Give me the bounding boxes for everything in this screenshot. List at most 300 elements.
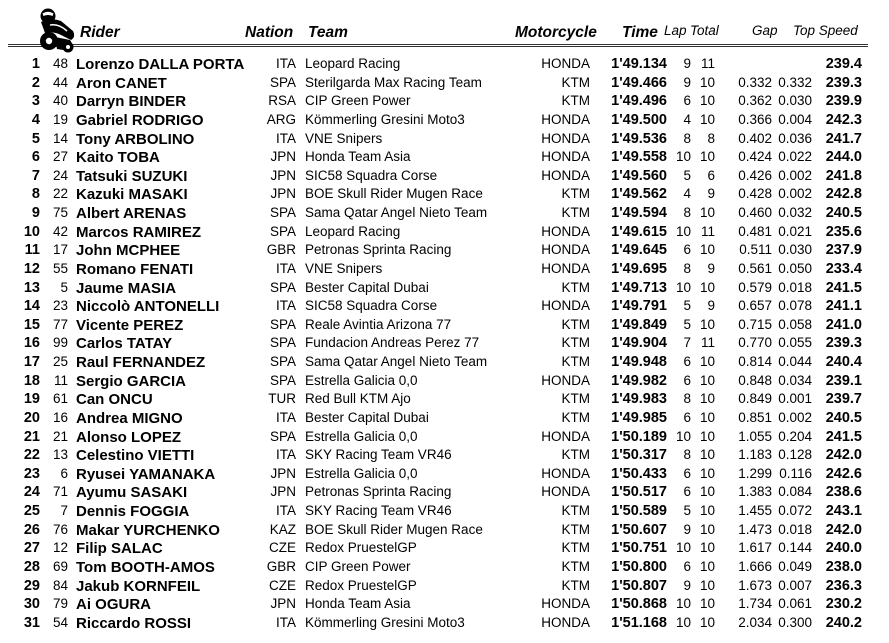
position-number: 22 [23,447,40,464]
rider-name: Lorenzo DALLA PORTA [76,56,245,73]
nation-code: ARG [266,111,296,127]
best-lap-number: 6 [683,465,691,481]
total-laps: 10 [699,74,715,90]
best-time: 1'49.948 [611,354,667,371]
best-lap-number: 9 [683,521,691,537]
best-lap-number: 9 [683,577,691,593]
team-name: CIP Green Power [305,93,411,109]
gap-to-first: 0.366 [738,111,772,127]
total-laps: 9 [707,298,715,314]
rider-number: 44 [52,74,68,90]
rider-name: Jakub KORNFEIL [76,577,201,595]
rider-name: Ai OGURA [76,596,151,614]
nation-code: ITA [276,56,296,71]
position-number: 6 [31,149,40,166]
nation-code: CZE [269,540,296,556]
nation-code: KAZ [269,521,296,537]
table-row [0,428,889,447]
top-speed: 239.4 [825,56,862,72]
best-lap-number: 4 [683,186,691,202]
table-row [0,316,889,335]
rider-name: Kazuki MASAKI [76,186,188,204]
rider-name: Ayumu SASAKI [76,484,188,502]
gap-to-previous: 0.055 [778,335,812,351]
motorcycle-make: HONDA [541,56,590,71]
motorcycle-make: KTM [561,335,590,351]
rider-number: 24 [52,167,68,183]
rider-number: 42 [52,223,68,239]
total-laps: 10 [699,447,715,463]
team-name: Leopard Racing [305,56,401,71]
total-laps: 8 [707,130,715,146]
rider-number: 11 [53,372,68,388]
top-speed: 243.1 [825,503,862,520]
top-speed: 241.5 [825,428,862,445]
team-name: VNE Snipers [305,260,383,276]
total-laps: 10 [699,149,715,165]
best-lap-number: 8 [683,447,691,463]
motorcycle-make: KTM [561,521,590,537]
team-name: SKY Racing Team VR46 [305,447,452,463]
nation-code: JPN [270,149,296,165]
motorcycle-make: HONDA [541,260,590,276]
column-header-rider: Rider [80,24,120,41]
rider-number: 17 [52,242,68,258]
top-speed: 241.5 [825,279,862,296]
total-laps: 9 [707,260,715,276]
rider-name: Albert ARENAS [76,205,187,223]
gap-to-first: 0.814 [738,354,772,370]
top-speed: 233.4 [825,260,862,277]
nation-code: SPA [269,354,296,370]
rider-name: Ryusei YAMANAKA [76,465,216,483]
column-header-top-speed: Top Speed [793,23,858,38]
motorcycle-make: KTM [561,74,590,90]
gap-to-previous: 0.072 [778,503,812,519]
total-laps: 11 [700,223,715,239]
total-laps: 10 [699,484,715,500]
rider-name: Tom BOOTH-AMOS [76,559,215,576]
gap-to-previous: 0.030 [778,242,812,258]
gap-to-previous: 0.018 [778,279,812,295]
best-time: 1'49.904 [611,335,667,352]
motorcycle-make: KTM [561,205,590,221]
position-number: 14 [23,298,40,315]
rider-number: 19 [52,111,68,127]
position-number: 3 [31,93,40,110]
gap-to-previous: 0.002 [778,186,812,202]
total-laps: 10 [699,614,715,630]
team-name: VNE Snipers [305,130,383,146]
position-number: 10 [23,223,40,240]
team-name: Sterilgarda Max Racing Team [305,74,482,90]
best-lap-number: 6 [683,93,691,109]
team-name: SIC58 Squadra Corse [305,298,438,314]
table-row [0,185,889,204]
rider-number: 22 [52,186,68,202]
rider-name: Marcos RAMIREZ [76,223,202,241]
nation-code: ITA [276,260,296,276]
motorcycle-make: KTM [561,409,590,425]
top-speed: 241.1 [825,298,862,315]
team-name: SKY Racing Team VR46 [305,503,452,519]
table-row [0,446,889,465]
table-row [0,223,889,242]
top-speed: 240.5 [825,205,862,222]
top-speed: 241.8 [825,167,862,184]
column-header-team: Team [308,24,348,41]
table-row [0,279,889,298]
team-name: CIP Green Power [305,559,411,574]
best-lap-number: 8 [683,205,691,221]
table-row [0,502,889,521]
gap-to-previous: 0.300 [778,614,812,630]
nation-code: ITA [276,409,296,425]
best-time: 1'49.615 [611,223,667,240]
gap-to-previous: 0.058 [778,316,812,332]
total-laps: 11 [700,335,715,351]
column-header-time: Time [622,24,658,41]
rider-name: Dennis FOGGIA [76,503,190,521]
top-speed: 238.0 [825,559,862,575]
rider-number: 75 [52,205,68,221]
rider-number: 7 [60,503,68,519]
motorcycle-make: HONDA [541,149,590,165]
gap-to-previous: 0.007 [778,577,812,593]
top-speed: 238.6 [825,484,862,501]
best-lap-number: 10 [675,428,691,444]
best-time: 1'49.536 [611,130,667,147]
rider-name: Filip SALAC [76,540,163,558]
best-time: 1'49.791 [611,298,667,315]
gap-to-first: 0.460 [738,205,772,221]
nation-code: TUR [268,391,296,407]
position-number: 28 [23,559,40,575]
rider-number: 12 [52,540,68,556]
motorcycle-make: HONDA [541,298,590,314]
gap-to-first: 1.055 [738,428,772,444]
total-laps: 10 [699,372,715,388]
team-name: Bester Capital Dubai [305,279,429,295]
rider-name: Can ONCU [76,391,153,409]
top-speed: 239.9 [825,93,862,110]
motorcycle-make: HONDA [541,223,590,239]
best-time: 1'49.466 [611,74,667,91]
total-laps: 11 [700,56,715,71]
rider-name: Celestino VIETTI [76,447,195,465]
position-number: 26 [23,521,40,538]
table-row [0,372,889,391]
gap-to-first: 0.770 [738,335,772,351]
gap-to-first: 0.851 [738,409,772,425]
top-speed: 241.0 [825,316,862,333]
rider-name: Vicente PEREZ [76,316,184,334]
rider-name: Aron CANET [76,74,167,92]
team-name: Estrella Galicia 0,0 [305,428,418,444]
team-name: Sama Qatar Angel Nieto Team [305,205,488,221]
gap-to-previous: 0.128 [778,447,812,463]
team-name: Petronas Sprinta Racing [305,242,452,258]
best-time: 1'50.607 [611,521,667,538]
motorcycle-make: KTM [561,354,590,370]
rider-name: Alonso LOPEZ [76,428,181,446]
position-number: 9 [31,205,40,222]
team-name: Kömmerling Gresini Moto3 [305,111,465,127]
rider-number: 71 [52,484,68,500]
nation-code: SPA [269,74,296,90]
best-lap-number: 4 [683,111,691,127]
table-row [0,260,889,279]
best-lap-number: 5 [683,316,691,332]
nation-code: CZE [269,577,296,593]
gap-to-first: 0.849 [738,391,772,407]
team-name: Estrella Galicia 0,0 [305,465,418,481]
motorcycle-make: HONDA [541,465,590,481]
table-row [0,167,889,186]
gap-to-previous: 0.004 [778,111,812,127]
best-time: 1'50.517 [611,484,667,501]
best-time: 1'49.560 [611,167,667,184]
nation-code: ITA [276,614,296,630]
gap-to-previous: 0.044 [778,354,812,370]
gap-to-first: 1.473 [738,521,772,537]
motorcycle-make: HONDA [541,596,590,612]
position-number: 7 [31,167,40,184]
best-lap-number: 5 [683,167,691,183]
position-number: 13 [23,279,40,296]
rider-number: 6 [60,465,68,481]
best-time: 1'49.695 [611,260,667,277]
top-speed: 242.0 [825,447,862,464]
team-name: Redox PruestelGP [305,577,417,593]
total-laps: 10 [699,596,715,612]
table-row [0,409,889,428]
total-laps: 10 [699,577,715,593]
best-lap-number: 6 [683,409,691,425]
rider-name: Carlos TATAY [76,335,173,353]
total-laps: 10 [699,465,715,481]
gap-to-previous: 0.204 [778,428,812,444]
top-speed: 242.8 [825,186,862,203]
gap-to-previous: 0.061 [778,596,812,612]
total-laps: 10 [699,242,715,258]
top-speed: 230.2 [825,596,862,613]
nation-code: RSA [268,93,296,109]
rider-number: 76 [52,521,68,537]
top-speed: 240.0 [825,540,862,557]
total-laps: 9 [707,186,715,202]
nation-code: SPA [269,335,296,351]
rider-name: Riccardo ROSSI [76,614,192,632]
motorcycle-make: HONDA [541,614,590,630]
position-number: 25 [23,503,40,520]
nation-code: GBR [266,242,296,258]
total-laps: 10 [699,205,715,221]
rider-name: Tatsuki SUZUKI [76,167,188,185]
top-speed: 242.3 [825,111,862,128]
rider-number: 79 [52,596,68,612]
total-laps: 10 [699,316,715,332]
total-laps: 10 [699,111,715,127]
motorcycle-make: HONDA [541,372,590,388]
column-header-gap: Gap [752,23,778,38]
nation-code: SPA [269,223,296,239]
nation-code: SPA [269,279,296,295]
best-lap-number: 10 [675,596,691,612]
gap-to-first: 0.362 [738,93,772,109]
best-time: 1'51.168 [611,614,667,631]
table-row [0,595,889,614]
best-lap-number: 6 [683,559,691,574]
best-time: 1'49.985 [611,409,667,426]
column-header-motorcycle: Motorcycle [515,24,597,41]
team-name: Bester Capital Dubai [305,409,429,425]
position-number: 8 [31,186,40,203]
best-lap-number: 6 [683,242,691,258]
motorcycle-make: KTM [561,540,590,556]
gap-to-first: 0.848 [738,372,772,388]
table-row [0,111,889,130]
rider-name: Sergio GARCIA [76,372,187,390]
rider-name: Romano FENATI [76,260,194,278]
table-row [0,390,889,409]
best-lap-number: 8 [683,260,691,276]
best-time: 1'49.594 [611,205,667,222]
total-laps: 10 [699,391,715,407]
motorcycle-make: HONDA [541,484,590,500]
total-laps: 10 [699,354,715,370]
best-lap-number: 9 [683,56,691,71]
nation-code: JPN [270,167,296,183]
gap-to-first: 1.299 [738,465,772,481]
top-speed: 236.3 [825,577,862,594]
gap-to-first: 1.383 [738,484,772,500]
best-lap-number: 10 [675,149,691,165]
best-time: 1'49.496 [611,93,667,110]
gap-to-first: 1.734 [738,596,772,612]
gap-to-previous: 0.084 [778,484,812,500]
position-number: 31 [23,614,40,631]
total-laps: 10 [699,279,715,295]
best-time: 1'50.589 [611,503,667,520]
top-speed: 237.9 [825,242,862,259]
team-name: SIC58 Squadra Corse [305,167,438,183]
total-laps: 6 [707,167,715,183]
nation-code: ITA [276,130,296,146]
team-name: Sama Qatar Angel Nieto Team [305,354,488,370]
gap-to-previous: 0.049 [778,559,812,574]
total-laps: 10 [699,540,715,556]
rider-number: 21 [52,428,68,444]
rider-number: 40 [52,93,68,109]
nation-code: SPA [269,428,296,444]
best-time: 1'49.983 [611,391,667,408]
best-time: 1'49.558 [611,149,667,166]
rider-name: Jaume MASIA [76,279,177,297]
gap-to-first: 1.455 [738,503,772,519]
motorcycle-make: KTM [561,316,590,332]
best-time: 1'50.800 [611,559,667,575]
gap-to-first: 0.332 [738,74,772,90]
gap-to-first: 0.428 [738,186,772,202]
table-row [0,204,889,223]
gap-to-previous: 0.002 [778,167,812,183]
best-lap-number: 6 [683,354,691,370]
motorcycle-make: KTM [561,391,590,407]
best-lap-number: 10 [675,279,691,295]
gap-to-previous: 0.018 [778,521,812,537]
best-time: 1'49.562 [611,186,667,203]
gap-to-previous: 0.144 [778,540,812,556]
gap-to-previous: 0.116 [779,465,812,481]
best-lap-number: 10 [675,223,691,239]
nation-code: SPA [269,205,296,221]
position-number: 2 [31,74,40,91]
position-number: 5 [31,130,40,147]
rider-number: 69 [52,559,68,574]
team-name: Honda Team Asia [305,149,411,165]
best-time: 1'50.433 [611,465,667,482]
table-row [0,241,889,260]
rider-name: Kaito TOBA [76,149,160,167]
gap-to-previous: 0.002 [778,409,812,425]
best-lap-number: 9 [683,74,691,90]
team-name: Honda Team Asia [305,596,411,612]
rider-number: 16 [52,409,68,425]
rider-number: 99 [52,335,68,351]
gap-to-previous: 0.001 [778,391,812,407]
gap-to-previous: 0.022 [778,149,812,165]
rider-name: John MCPHEE [76,242,181,260]
motorcycle-make: HONDA [541,130,590,146]
motorcycle-make: KTM [561,447,590,463]
best-lap-number: 6 [683,372,691,388]
rider-number: 48 [52,56,68,71]
gap-to-first: 2.034 [738,614,772,630]
position-number: 18 [23,372,40,389]
team-name: Redox PruestelGP [305,540,417,556]
team-name: Fundacion Andreas Perez 77 [305,335,480,351]
gap-to-previous: 0.332 [778,74,812,90]
total-laps: 10 [699,428,715,444]
table-row [0,577,889,596]
rider-number: 14 [52,130,68,146]
rider-number: 13 [52,447,68,463]
motorcycle-make: KTM [561,279,590,295]
top-speed: 240.5 [825,409,862,426]
motorcycle-make: HONDA [541,428,590,444]
position-number: 23 [23,465,40,482]
top-speed: 242.6 [825,465,862,482]
total-laps: 10 [699,521,715,537]
table-row [0,614,889,633]
team-name: BOE Skull Rider Mugen Race [305,186,483,202]
top-speed: 240.4 [825,354,862,371]
best-time: 1'49.849 [611,316,667,333]
best-lap-number: 8 [683,130,691,146]
nation-code: JPN [270,596,296,612]
rider-name: Niccolò ANTONELLI [76,298,220,316]
position-number: 20 [23,409,40,426]
best-time: 1'49.982 [611,372,667,389]
position-number: 24 [23,484,40,501]
top-speed: 244.0 [825,149,862,166]
position-number: 17 [23,354,40,371]
table-row [0,334,889,353]
gap-to-first: 0.715 [738,316,772,332]
gap-to-previous: 0.034 [778,372,812,388]
top-speed: 241.7 [825,130,862,147]
